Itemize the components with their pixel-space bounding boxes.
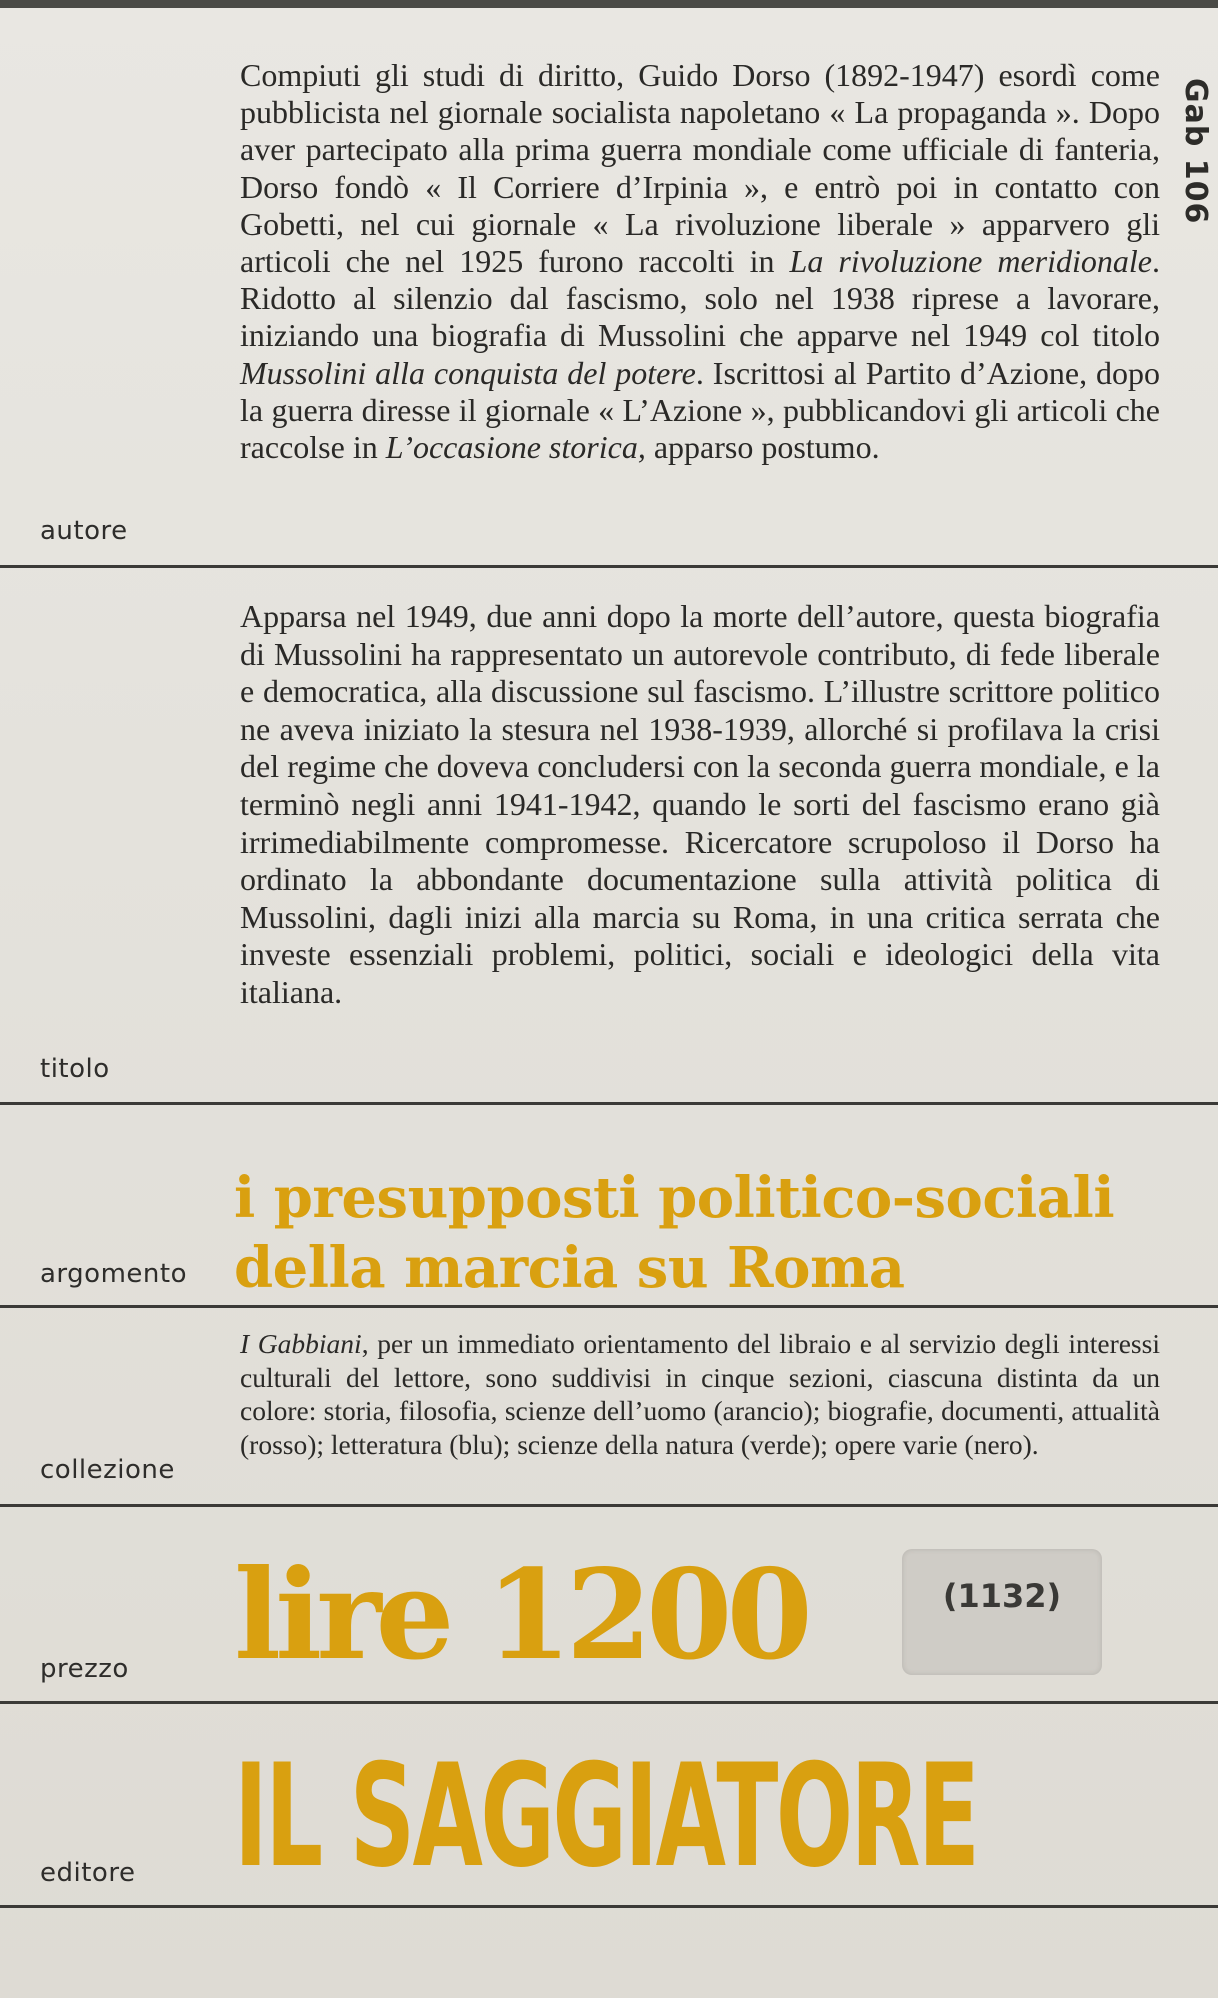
collection-description: I Gabbiani, per un immediato orientamento del libraio e al servizio degli interessi culturali del lettore, sono suddivisi in cinque sezioni, ciascuna distinta da un colore: storia, filosofia, scienze dell’uomo (arancio); biografie, documenti, attualità (rosso); letteratura (blu); scienze della natura (verde); opere varie (nero). xyxy=(240,1328,1160,1460)
price: lire 1200 xyxy=(234,1543,807,1688)
label-prezzo: prezzo xyxy=(40,1654,129,1684)
label-collezione: collezione xyxy=(40,1455,175,1485)
label-titolo: titolo xyxy=(40,1054,110,1084)
spine-code: Gab 106 xyxy=(1178,78,1213,225)
top-edge xyxy=(0,0,1218,8)
argomento-line-1: i presupposti politico-sociali xyxy=(234,1165,1115,1231)
author-bio: Compiuti gli studi di diritto, Guido Dorso (1892-1947) esordì come pubblicista nel giornale socialista napoletano « La propaganda ». Dopo aver partecipato alla prima guerra mondiale come ufficiale di fanteria, Dorso fondò « Il Corriere d’Irpinia », e entrò poi in contatto con Gobetti, nel cui giornale « La rivoluzione liberale » apparvero gli articoli che nel 1925 furono raccolti in La rivoluzione meridionale. Ridotto al silenzio dal fascismo, solo nel 1938 riprese a lavorare, iniziando una biografia di Mussolini che apparve nel 1949 col titolo Mussolini alla conquista del potere. Iscrittosi al Partito d’Azione, dopo la guerra diresse il giornale « L’Azione », pubblicandovi gli articoli che raccolse in L’occasione storica, apparso postumo. xyxy=(240,57,1161,466)
price-code: (1132) xyxy=(942,1577,1062,1615)
divider xyxy=(0,1701,1218,1704)
price-code-badge xyxy=(902,1549,1102,1675)
publisher-logo: IL SAGGIATORE xyxy=(234,1734,978,1899)
divider xyxy=(0,1905,1218,1908)
divider xyxy=(0,1305,1218,1308)
divider xyxy=(0,1102,1218,1105)
label-editore: editore xyxy=(40,1858,136,1888)
title-description: Apparsa nel 1949, due anni dopo la morte dell’autore, questa biografia di Mussolini ha rappresentato un autorevole contributo, di fede liberale e democratica, alla discussione sul fascismo. L’illustre scrittore politico ne aveva iniziato la stesura nel 1938-1939, allorché si profilava la crisi del regime che doveva concludersi con la seconda guerra mondiale, e la terminò negli anni 1941-1942, quando le sorti del fascismo erano già irrimediabilmente compromesse. Ricercatore scrupoloso il Dorso ha ordinato la abbondante documentazione sulla attività politica di Mussolini, dagli inizi alla marcia su Roma, in una critica serrata che investe essenziali problemi, politici, sociali e ideologici della vita italiana. xyxy=(240,598,1160,1010)
divider xyxy=(0,565,1218,568)
divider xyxy=(0,1504,1218,1507)
label-autore: autore xyxy=(40,516,128,546)
label-argomento: argomento xyxy=(40,1259,187,1289)
argomento-line-2: della marcia su Roma xyxy=(234,1235,905,1301)
